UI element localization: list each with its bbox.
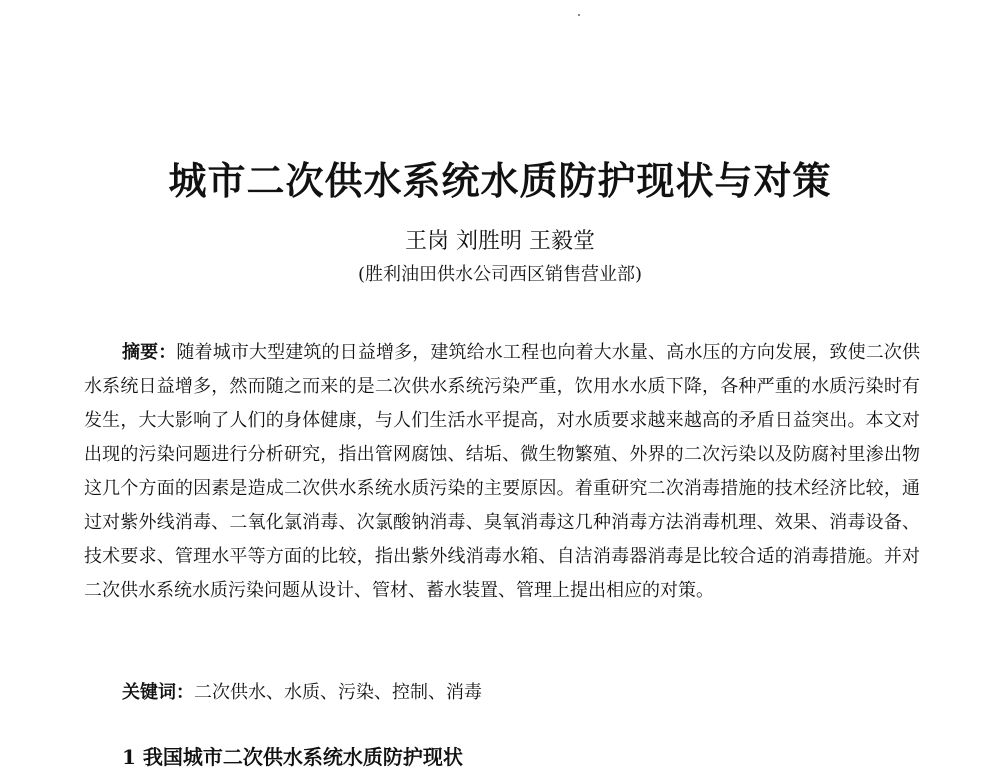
keywords-text: 二次供水、水质、污染、控制、消毒 [194, 682, 482, 703]
paper-title: 城市二次供水系统水质防护现状与对策 [168, 158, 832, 203]
paper-affiliation: (胜利油田供水公司西区销售营业部) [357, 264, 643, 285]
abstract-paragraph [84, 336, 920, 608]
abstract-label: 摘要： [122, 342, 177, 363]
scan-speck [578, 14, 580, 16]
abstract-text: 随着城市大型建筑的日益增多，建筑给水工程也向着大水量、高水压的方向发展，致使二次供水系统日益增多，然而随之而来的是二次供水系统污染严重，饮用水水质下降，各种严重的水质污染时有发生，大大影响了人们的身体健康，与人们生活水平提高，对水质要求越来越高的矛盾日益突出。本文对出现的污染问题进行分析研究，指出管网腐蚀、结垢、微生物繁殖、外界的二次污染以及防腐衬里渗出物这几个方面的因素是造成二次供水系统水质污染的主要原因。着重研究二次消毒措施的技术经济比较，通过对紫外线消毒、二氧化氯消毒、次氯酸钠消毒、臭氧消毒这几种消毒方法消毒机理、效果、消毒设备、技术要求、管理水平等方面的比较，指出紫外线消毒水箱、自洁消毒器消毒是比较合适的消毒措施。并对二次供水系统水质污染问题从设计、管材、蓄水装置、管理上提出相应的对策。 [84, 342, 920, 601]
paper-authors: 王岗 刘胜明 王毅堂 [405, 229, 595, 254]
section-heading: 1 我国城市二次供水系统水质防护现状 [122, 745, 463, 769]
keywords-line [122, 676, 482, 710]
keywords-label: 关键词： [122, 682, 194, 703]
